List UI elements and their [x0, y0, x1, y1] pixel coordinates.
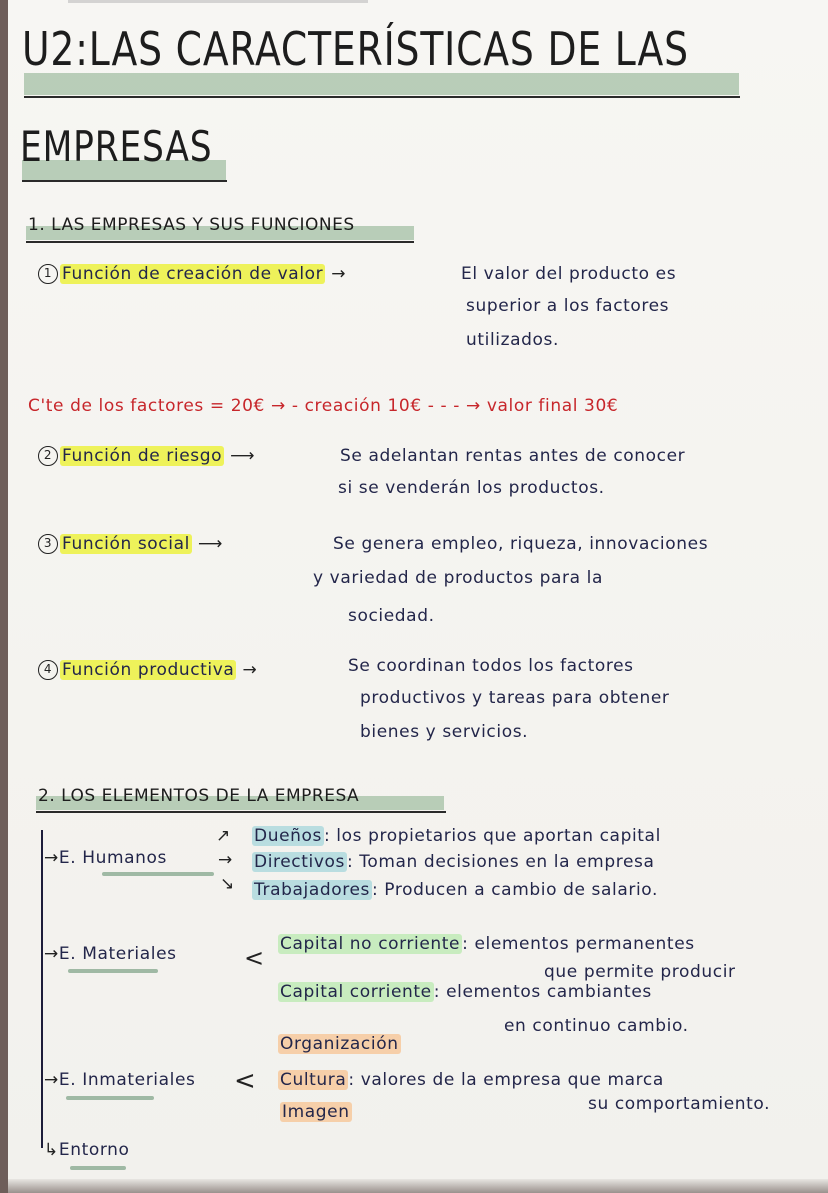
page-top-edge [68, 0, 368, 3]
function-1-desc-2: superior a los factores [466, 296, 670, 316]
element-materiales [44, 944, 177, 964]
number-badge: 2 [38, 446, 58, 466]
number-badge: 3 [38, 534, 58, 554]
materiales-child-corriente [278, 982, 652, 1002]
inmateriales-child-cultura [278, 1070, 664, 1090]
inmateriales-brace-icon: < [234, 1066, 257, 1096]
title-underline [24, 96, 740, 98]
section1-heading: 1. LAS EMPRESAS Y SUS FUNCIONES [28, 215, 355, 235]
term: Cultura [280, 1070, 347, 1090]
function-name: Función social [62, 534, 190, 554]
arrow-icon: → [44, 944, 59, 964]
definition: : valores de la empresa que marca [348, 1070, 664, 1090]
function-4-desc-1: Se coordinan todos los factores [348, 656, 634, 676]
element-name: E. Materiales [58, 944, 177, 964]
arrow-icon: ⟶ [230, 446, 256, 466]
title2-underline [22, 180, 227, 182]
arrow-icon: → - [270, 396, 299, 416]
arrow-icon: → [44, 1070, 59, 1090]
function-2-desc-2: si se venderán los productos. [338, 478, 605, 498]
element-inmateriales [44, 1070, 195, 1090]
value-example [28, 396, 618, 416]
element-name: E. Humanos [58, 848, 167, 868]
title-highlight [24, 73, 739, 95]
term: Capital no corriente [280, 934, 461, 954]
function-4 [38, 660, 257, 680]
term: Organización [280, 1034, 399, 1054]
arrow-icon: → [242, 660, 258, 680]
term: Imagen [282, 1102, 350, 1122]
inmateriales-underline [66, 1096, 154, 1100]
no-corriente-def-2: que permite producir [544, 962, 736, 982]
definition: : elementos permanentes [462, 934, 695, 954]
term: Directivos [254, 852, 345, 872]
element-name: Entorno [58, 1140, 130, 1160]
function-name: Función de riesgo [62, 446, 223, 466]
definition: : los propietarios que aportan capital [323, 826, 661, 846]
term: Dueños [254, 826, 322, 846]
humanos-branch-2 [218, 850, 233, 870]
function-3-desc-2: y variedad de productos para la [313, 568, 603, 588]
page-title-line2: EMPRESAS [20, 122, 213, 171]
element-name: E. Inmateriales [58, 1070, 196, 1090]
tree-trunk [41, 830, 43, 1148]
arrow-icon: - - - → [427, 396, 481, 416]
humanos-child-duenos [252, 826, 661, 846]
branch-arrow-icon: → [218, 850, 233, 870]
humanos-child-trabajadores [252, 880, 658, 900]
section1-underline [26, 241, 414, 243]
function-name: Función de creación de valor [62, 264, 324, 284]
term: Trabajadores [254, 880, 370, 900]
materiales-brace-icon: < [244, 944, 265, 972]
number-badge: 4 [38, 660, 58, 680]
function-4-desc-3: bienes y servicios. [360, 722, 529, 742]
function-1-desc-1: El valor del producto es [461, 264, 677, 284]
branch-arrow-icon: ↘ [220, 874, 235, 894]
materiales-child-no-corriente [278, 934, 695, 954]
element-entorno [44, 1140, 130, 1160]
function-2-desc-1: Se adelantan rentas antes de conocer [340, 446, 686, 466]
function-4-desc-2: productivos y tareas para obtener [360, 688, 670, 708]
branch-arrow-icon: ↗ [216, 826, 231, 846]
humanos-branches [216, 826, 231, 846]
definition: : Toman decisiones en la empresa [346, 852, 655, 872]
function-name: Función productiva [62, 660, 235, 680]
example-creation: creación 10€ [304, 396, 422, 416]
term: Capital corriente [280, 982, 432, 1002]
example-final: valor final 30€ [486, 396, 619, 416]
function-1-desc-3: utilizados. [466, 330, 560, 350]
function-2 [38, 446, 255, 466]
arrow-icon: ↳ [44, 1140, 59, 1160]
element-humanos [44, 848, 167, 868]
humanos-underline [102, 872, 214, 876]
arrow-icon: → [44, 848, 59, 868]
inmateriales-child-imagen [280, 1102, 352, 1122]
function-3 [38, 534, 223, 554]
definition: : elementos cambiantes [433, 982, 652, 1002]
entorno-underline [70, 1166, 126, 1170]
function-3-desc-1: Se genera empleo, riqueza, innovaciones [333, 534, 709, 554]
page-bottom-edge [8, 1179, 828, 1193]
function-3-desc-3: sociedad. [348, 606, 435, 626]
materiales-underline [68, 969, 158, 973]
inmateriales-child-organizacion [278, 1034, 401, 1054]
corriente-def-2: en continuo cambio. [504, 1016, 689, 1036]
humanos-child-directivos [252, 852, 654, 872]
section2-underline [36, 811, 446, 813]
section2-heading: 2. LOS ELEMENTOS DE LA EMPRESA [38, 786, 360, 806]
arrow-icon: ⟶ [197, 534, 223, 554]
number-badge: 1 [38, 264, 58, 284]
arrow-icon: → [331, 264, 347, 284]
example-cost: C'te de los factores = 20€ [28, 396, 265, 416]
function-1 [38, 264, 346, 284]
humanos-branch-3 [220, 874, 235, 894]
cultura-def-2: su comportamiento. [588, 1094, 771, 1114]
page-title-line1: U2:LAS CARACTERÍSTICAS DE LAS [22, 22, 689, 76]
definition: : Producen a cambio de salario. [371, 880, 658, 900]
